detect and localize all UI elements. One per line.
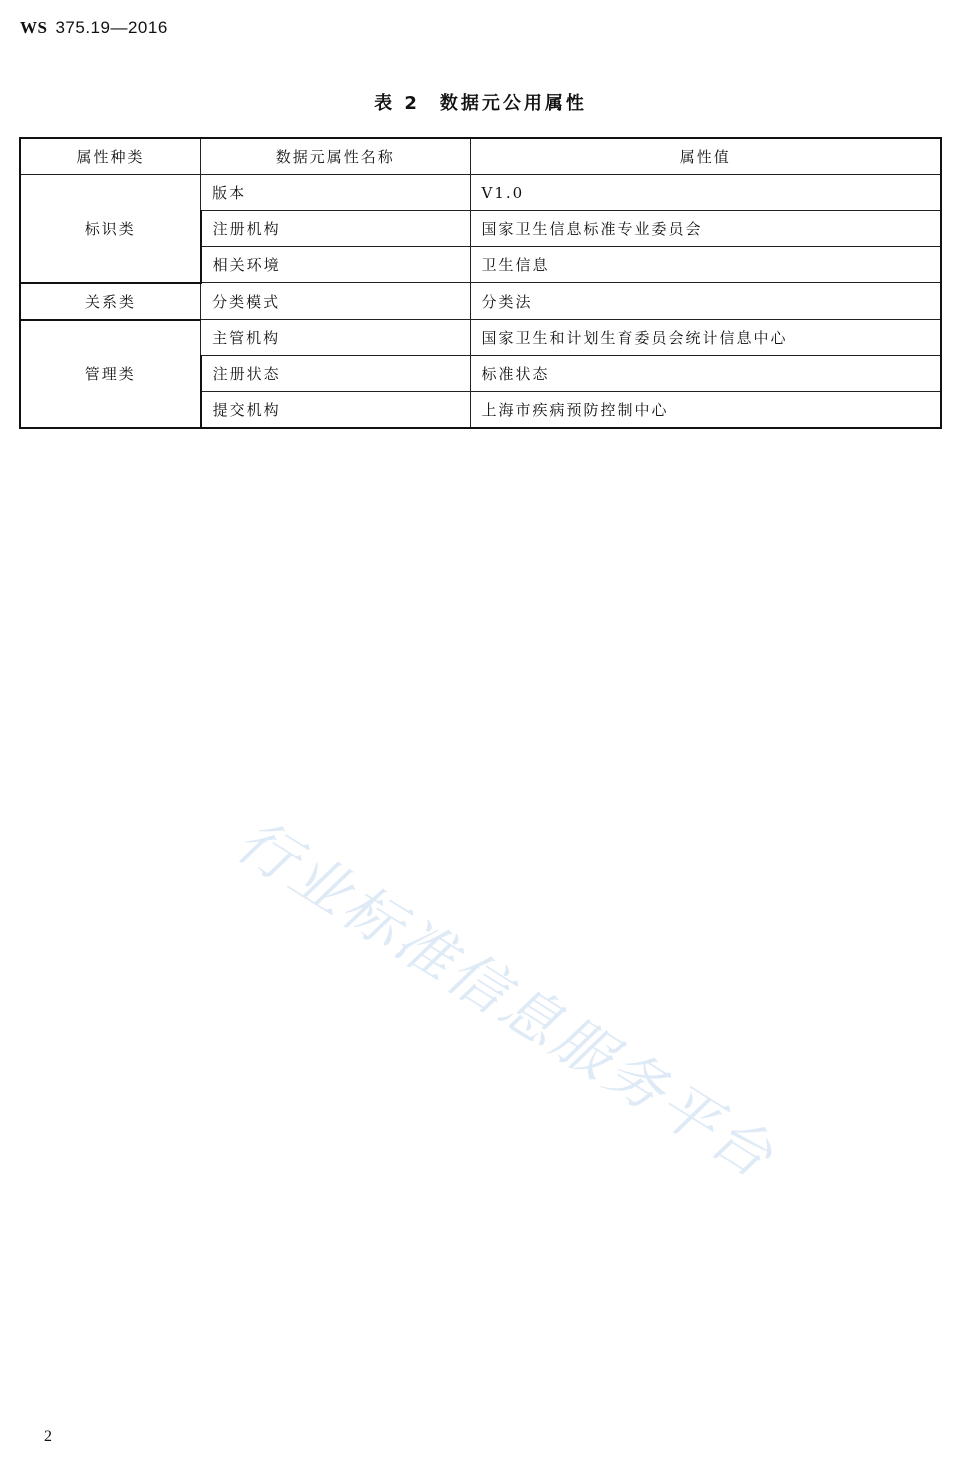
attribute-name-cell: 分类模式 [201,283,470,320]
category-cell: 标识类 [20,175,201,283]
attribute-value-cell: 分类法 [470,283,941,320]
table-row [20,283,941,320]
attribute-name-cell: 注册状态 [201,356,470,392]
column-header-attribute-name: 数据元属性名称 [201,138,470,175]
attribute-name-cell: 版本 [201,175,470,211]
category-cell: 管理类 [20,320,201,429]
attribute-value-cell: V1.0 [470,175,941,211]
standard-number: 375.19—2016 [55,18,168,37]
document-header [20,18,168,38]
attribute-value-cell: 国家卫生和计划生育委员会统计信息中心 [470,320,941,356]
watermark: 行业标准信息服务平台 [225,806,787,1193]
standard-code: WS [20,18,48,37]
attribute-value-cell: 上海市疾病预防控制中心 [470,392,941,429]
attribute-value-cell: 卫生信息 [470,247,941,283]
attribute-name-cell: 注册机构 [201,211,470,247]
category-cell: 关系类 [20,283,201,320]
attribute-name-cell: 相关环境 [201,247,470,283]
table-title [0,89,961,115]
table-header-row [20,138,941,175]
table-row [20,320,941,356]
column-header-category: 属性种类 [20,138,201,175]
table-number: 表 2 [374,93,420,114]
attribute-value-cell: 标准状态 [470,356,941,392]
table-row [20,175,941,211]
attribute-name-cell: 提交机构 [201,392,470,429]
column-header-attribute-value: 属性值 [470,138,941,175]
attribute-value-cell: 国家卫生信息标准专业委员会 [470,211,941,247]
table-title-text: 数据元公用属性 [439,93,587,114]
attribute-name-cell: 主管机构 [201,320,470,356]
attributes-table [19,137,942,429]
page-number: 2 [44,1428,52,1445]
